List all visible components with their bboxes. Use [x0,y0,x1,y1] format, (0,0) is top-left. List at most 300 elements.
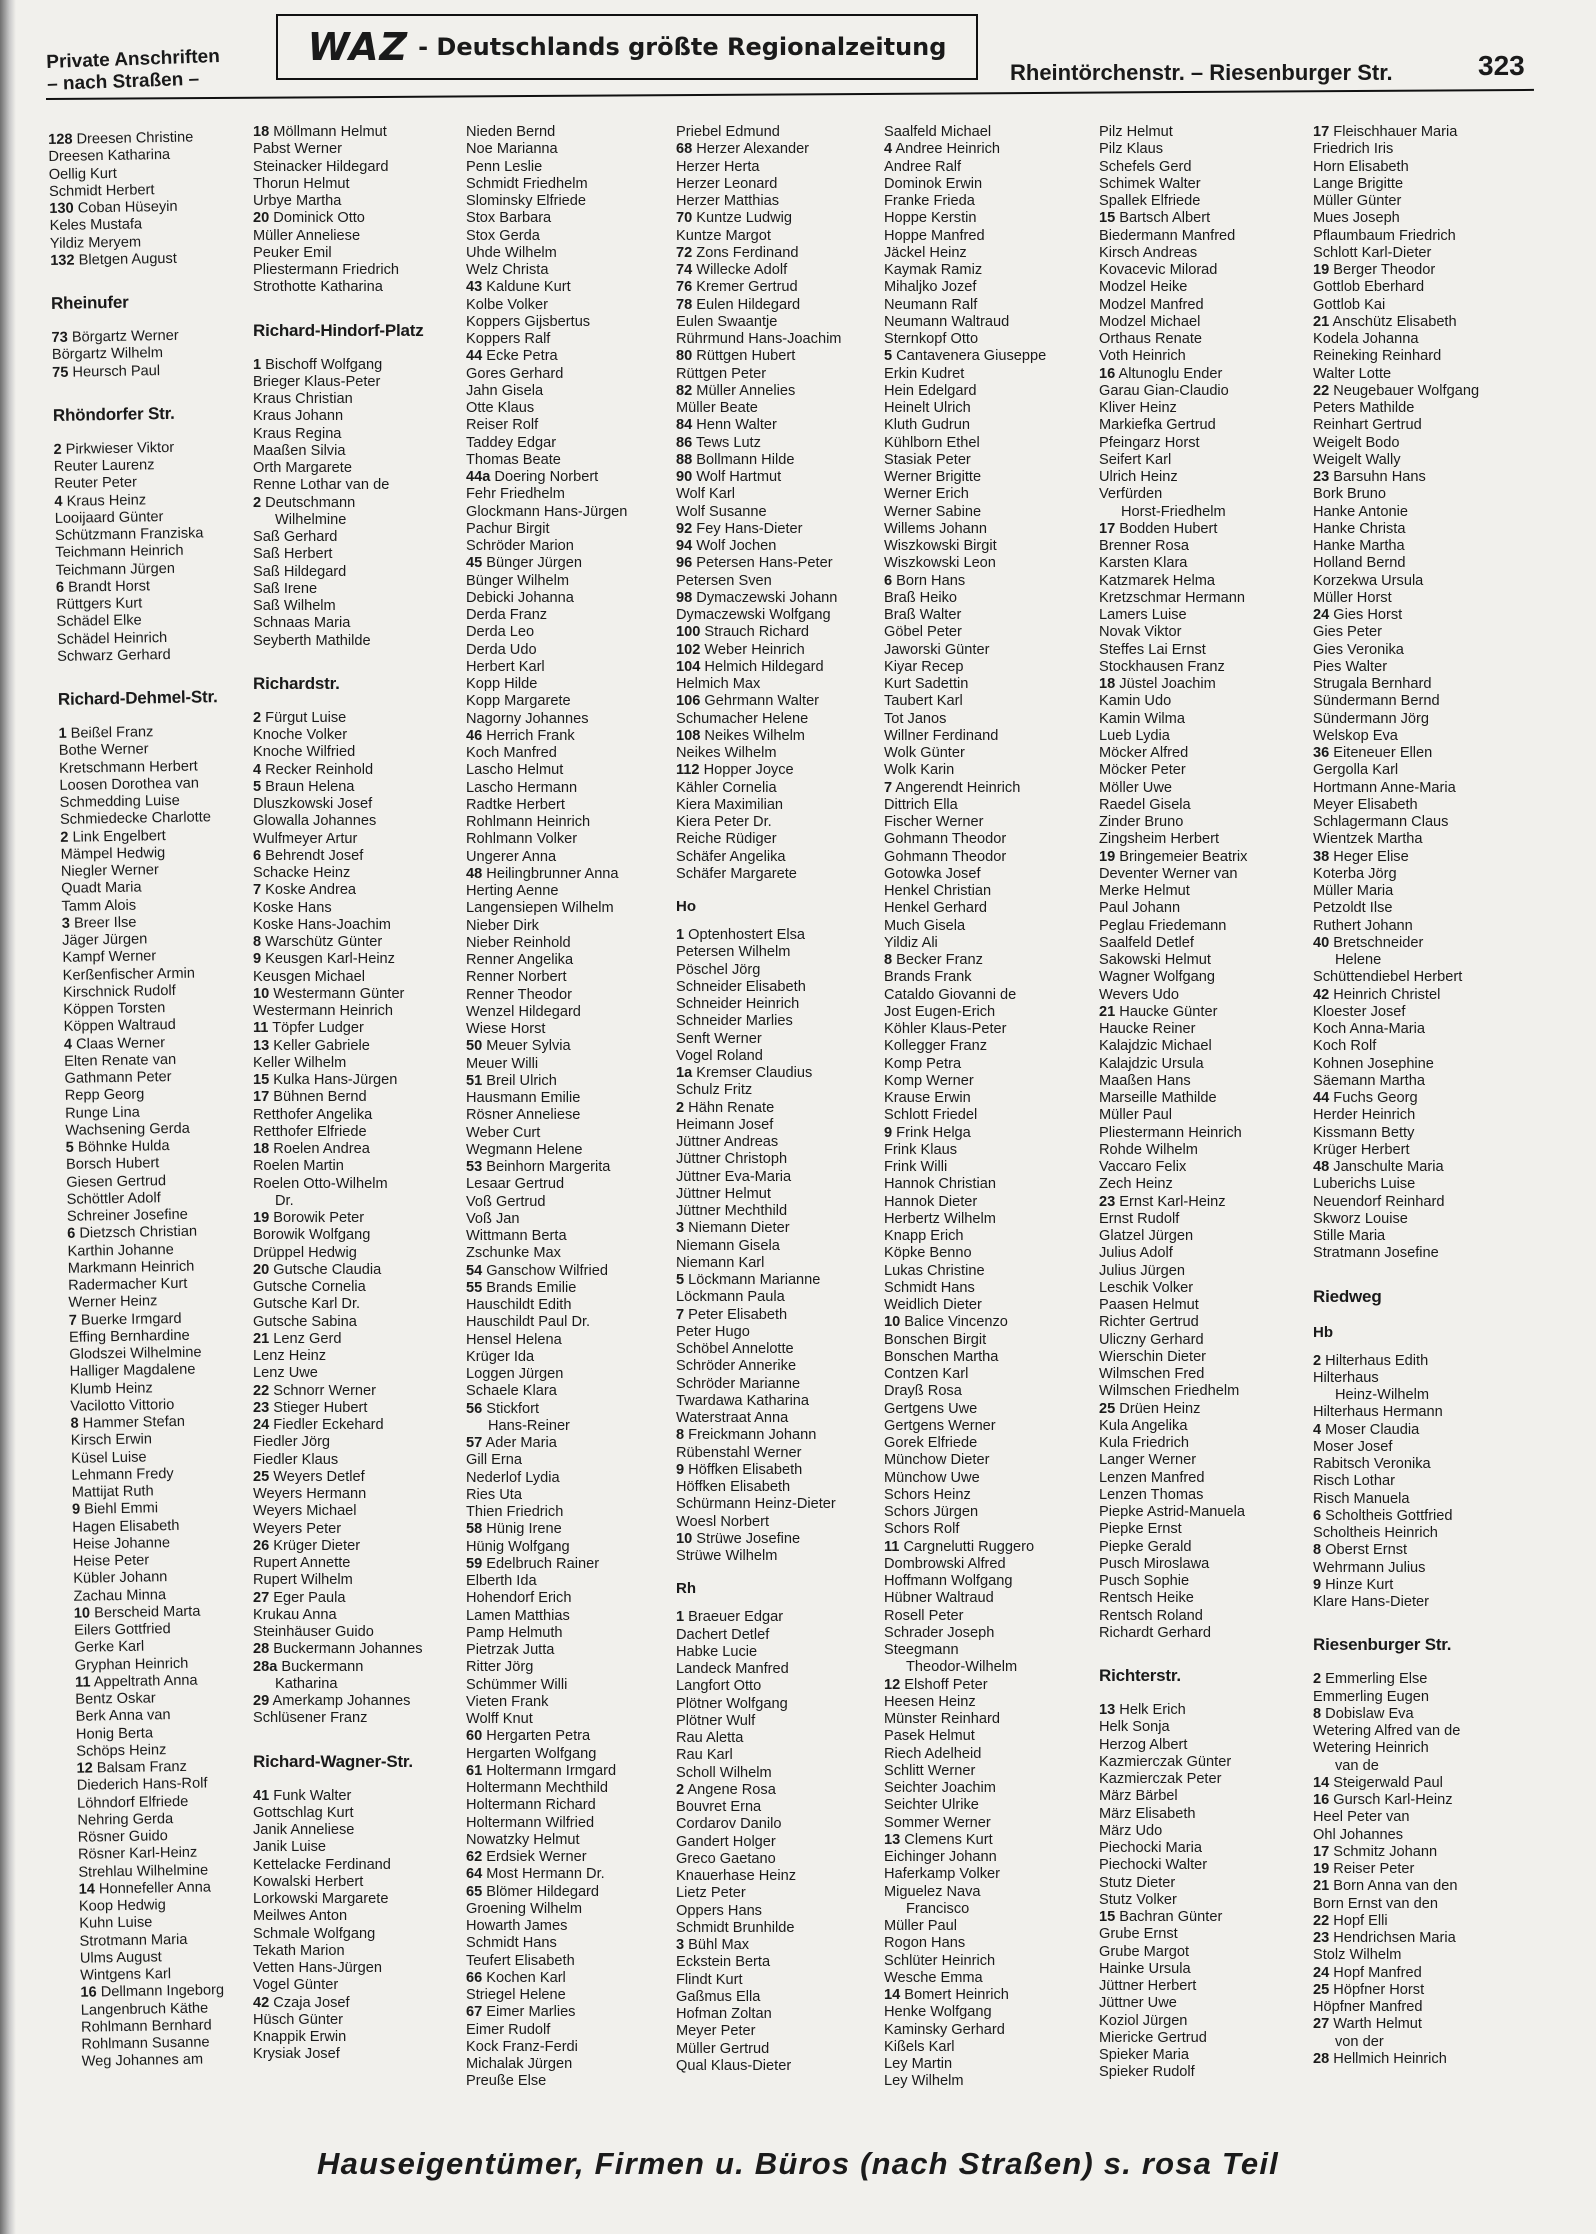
resident-entry: Lenz Heinz [253,1348,327,1364]
resident-entry: Piepke Astrid-Manuela [1099,1504,1246,1520]
resident-entry: 28 Buckermann Johannes [253,1641,423,1658]
resident-entry: Rösner Karl-Heinz [77,1844,198,1863]
resident-entry: Thomas Beate [466,451,561,468]
resident-entry: 67 Eimer Marlies [466,2004,576,2021]
section-title-line-1: Private Anschriften [46,45,221,73]
resident-entry: Lorkowski Margarete [253,1891,389,1907]
resident-entry: Borsch Hubert [65,1155,160,1174]
resident-entry: Seichter Joachim [884,1780,996,1796]
resident-entry: Möller Uwe [1099,779,1172,796]
resident-entry: Steegmann [884,1642,959,1658]
resident-entry: Uliczny Gerhard [1099,1331,1204,1348]
resident-entry: 8 Dobislaw Eva [1313,1705,1414,1722]
resident-entry: 8 Warschütz Günter [253,934,383,950]
resident-entry: Kiyar Recep [884,658,964,675]
resident-entry: Eichinger Johann [884,1849,997,1865]
resident-entry: Wolk Günter [884,745,965,761]
resident-entry: Orth Margarete [253,460,352,476]
resident-entry: Strothotte Katharina [253,279,383,296]
resident-entry: Mihaljko Jozef [884,279,977,296]
resident-entry: Steinhäuser Guido [253,1624,374,1640]
resident-entry: Haferkamp Volker [884,1866,1000,1883]
resident-entry: Tekath Marion [253,1942,345,1959]
resident-entry: Hensel Helena [466,1331,562,1348]
resident-entry: 17 Fleischhauer Maria [1313,124,1458,140]
resident-entry: Pusch Miroslawa [1099,1555,1210,1572]
resident-entry: Gill Erna [466,1452,522,1469]
resident-entry: 41 Funk Walter [253,1787,352,1804]
resident-entry: Debicki Johanna [466,589,574,606]
resident-entry: Kraus Christian [253,391,353,407]
resident-entry: 56 Stickfort [466,1400,539,1417]
resident-entry: Julius Adolf [1099,1245,1173,1262]
resident-entry: 7 Buerke Irmgard [68,1310,182,1329]
street-heading: Richardstr. [253,673,340,693]
resident-entry: Janik Anneliese [253,1822,355,1838]
resident-entry: Herting Aenne [466,883,559,899]
resident-entry: Brenner Rosa [1099,538,1190,554]
resident-entry: Zachau Minna [73,1586,167,1605]
street-heading: Riesenburger Str. [1313,1635,1452,1655]
resident-entry: Rohlmann Bernhard [80,2017,212,2036]
resident-entry: 100 Strauch Richard [676,624,810,641]
resident-entry: Halliger Magdalene [69,1361,196,1381]
resident-entry: Loggen Jürgen [466,1366,564,1382]
resident-entry: Kampf Werner [62,948,157,967]
resident-entry: Schmedding Luise [59,792,180,811]
resident-entry: Vacilotto Vittorio [70,1396,175,1415]
resident-entry: Schmiedecke Charlotte [59,809,212,829]
resident-entry: Bonschen Martha [884,1348,999,1365]
resident-entry: Rübenstahl Werner [676,1444,802,1461]
resident-entry: Fiedler Klaus [253,1451,339,1468]
resident-entry: Nehring Gerda [77,1810,174,1829]
resident-entry: 75 Heursch Paul [52,362,161,381]
resident-entry: Schwarz Gerhard [57,646,171,665]
resident-entry: 6 Dietzsch Christian [67,1223,198,1243]
resident-entry: Cordarov Danilo [676,1816,782,1833]
resident-entry: Wilmschen Friedhelm [1099,1383,1240,1400]
resident-entry: 5 Löckmann Marianne [676,1272,821,1288]
resident-entry: Walter Lotte [1313,365,1392,382]
resident-entry: Seifert Karl [1099,451,1172,468]
resident-entry: Mues Joseph [1313,210,1400,227]
resident-entry: Kerßenfischer Armin [62,965,196,984]
resident-entry: Kollegger Franz [884,1038,988,1055]
resident-entry: Thorun Helmut [253,175,350,192]
resident-entry: 11 Töpfer Ludger [253,1020,364,1037]
resident-entry: Löhndorf Elfriede [77,1793,189,1812]
resident-entry: von der [1335,2033,1384,2050]
resident-entry: 22 Schnorr Werner [253,1382,377,1399]
resident-entry: 14 Steigerwald Paul [1313,1774,1443,1791]
resident-entry: Rosell Peter [884,1607,964,1624]
resident-entry: Gutsche Karl Dr. [253,1296,361,1313]
resident-entry: Rentsch Heike [1099,1590,1194,1607]
resident-entry: Maaßen Silvia [253,442,346,459]
resident-entry: Oellig Kurt [48,165,118,183]
resident-entry: 4 Recker Reinhold [253,761,374,778]
resident-entry: 36 Eiteneuer Ellen [1313,745,1433,761]
resident-entry: Niemann Karl [676,1254,765,1271]
resident-entry: Julius Jürgen [1099,1262,1185,1279]
resident-entry: Sakowski Helmut [1099,952,1211,968]
resident-entry: 20 Gutsche Claudia [253,1261,382,1278]
resident-entry: Vaccaro Felix [1099,1159,1187,1175]
resident-entry: Maaßen Hans [1099,1072,1191,1089]
resident-entry: 13 Clemens Kurt [884,1831,993,1848]
resident-entry: Henkel Gerhard [884,900,988,917]
resident-entry: Saalfeld Detlef [1099,934,1194,951]
resident-entry: Koziol Jürgen [1099,2012,1188,2029]
resident-entry: Piepke Ernst [1099,1521,1182,1538]
resident-entry: 21 Born Anna van den [1313,1878,1458,1895]
resident-entry: Kaymak Ramiz [884,262,983,278]
resident-entry: Spallek Elfriede [1099,193,1201,209]
resident-entry: 66 Kochen Karl [466,1969,566,1986]
resident-entry: 2 Pirkwieser Viktor [53,439,175,458]
resident-entry: März Elisabeth [1099,1805,1196,1822]
resident-entry: Lukas Christine [884,1262,985,1279]
resident-entry: 45 Bünger Jürgen [466,555,583,572]
resident-entry: Elten Renate van [64,1051,177,1070]
resident-entry: Braß Heiko [884,589,957,606]
resident-entry: Koch Rolf [1313,1038,1377,1055]
resident-entry: 1a Kremser Claudius [676,1065,813,1081]
resident-entry: 10 Strüwe Josefine [676,1530,801,1547]
resident-entry: Heel Peter van [1313,1809,1410,1826]
resident-entry: Schlott Karl-Dieter [1313,244,1432,261]
resident-entry: Ruthert Johann [1313,917,1413,934]
resident-entry: Piepke Gerald [1099,1538,1192,1555]
resident-entry: 54 Ganschow Wilfried [466,1262,608,1279]
resident-entry: 8 Oberst Ernst [1313,1542,1408,1559]
resident-entry: Möcker Alfred [1099,745,1189,761]
resident-entry: Kovacevic Milorad [1099,262,1218,278]
resident-entry: Schneider Marlies [676,1013,793,1030]
resident-entry: Gottlob Eberhard [1313,279,1425,296]
resident-entry: Knapp Erich [884,1228,964,1244]
resident-entry: Pamp Helmuth [466,1624,563,1641]
resident-entry: Nowatzky Helmut [466,1831,580,1848]
resident-entry: Neuendorf Reinhard [1313,1193,1445,1210]
resident-entry: 24 Gies Horst [1313,607,1403,623]
resident-entry: Koske Hans-Joachim [253,916,391,933]
resident-entry: Paasen Helmut [1099,1297,1199,1313]
resident-entry: 28a Buckermann [253,1658,364,1675]
resident-entry: Weber Curt [466,1124,541,1141]
resident-entry: Born Ernst van den [1313,1895,1438,1912]
resident-entry: 12 Balsam Franz [76,1758,188,1777]
resident-entry: 27 Warth Helmut [1313,2016,1422,2033]
resident-entry: 73 Börgartz Werner [51,327,179,346]
resident-entry: Wolk Karin [884,762,955,779]
resident-entry: Eilers Gottfried [74,1621,171,1639]
resident-entry: Münchow Dieter [884,1452,990,1469]
resident-entry: Hoffmann Wolfgang [884,1573,1013,1589]
resident-entry: Weidlich Dieter [884,1297,982,1313]
resident-entry: 19 Reiser Peter [1313,1861,1415,1877]
resident-entry: 17 Schmitz Johann [1313,1843,1438,1860]
resident-entry: Glatzel Jürgen [1099,1228,1194,1244]
resident-entry: Schmidt Friedhelm [466,175,588,192]
resident-entry: Rabitsch Veronika [1313,1456,1431,1472]
resident-entry: Hübner Waltraud [884,1590,994,1607]
resident-entry: 23 Barsuhn Hans [1313,469,1426,485]
resident-entry: Rohlmann Heinrich [466,814,591,830]
resident-entry: Scholl Wilhelm [676,1764,772,1781]
resident-entry: Schöps Heinz [76,1741,167,1760]
resident-entry: Langer Werner [1099,1452,1197,1469]
resident-entry: Seyberth Mathilde [253,632,371,649]
resident-entry: Gottschlag Kurt [253,1804,354,1821]
resident-entry: Willner Ferdinand [884,727,999,744]
resident-entry: Spieker Maria [1099,2047,1190,2063]
resident-entry: Rohlmann Volker [466,831,578,848]
resident-entry: Yildiz Ali [884,934,938,951]
resident-entry: 68 Herzer Alexander [676,141,810,158]
resident-entry: Hannok Dieter [884,1193,978,1210]
resident-entry: Weyers Michael [253,1503,357,1520]
resident-entry: 84 Henn Walter [676,417,777,434]
resident-entry: Lueb Lydia [1099,727,1170,744]
resident-entry: Waterstraat Anna [676,1410,789,1426]
resident-entry: Gutsche Cornelia [253,1279,366,1295]
resident-entry: Derda Udo [466,641,537,658]
resident-entry: Nagorny Johannes [466,710,589,727]
resident-entry: Jost Eugen-Erich [884,1003,996,1020]
resident-entry: Wiese Horst [466,1021,546,1037]
resident-entry: Rohlmann Susanne [81,2034,210,2053]
resident-entry: 9 Frink Helga [884,1124,971,1141]
resident-entry: Effing Bernhardine [68,1327,190,1346]
resident-entry: Löckmann Paula [676,1289,785,1306]
resident-entry: 42 Czaja Josef [253,1994,350,2011]
resident-entry: Keles Mustafa [49,216,143,235]
resident-entry: Meilwes Anton [253,1908,348,1925]
resident-entry: Holtermann Wilfried [466,1814,595,1831]
resident-entry: Jüttner Andreas [676,1134,779,1150]
resident-entry: Raedel Gisela [1099,796,1191,813]
resident-entry: Zech Heinz [1099,1176,1173,1193]
resident-entry: Kraus Regina [253,425,342,442]
resident-entry: Sternkopf Otto [884,331,979,347]
resident-entry: Werner Erich [884,486,969,503]
resident-entry: 16 Gursch Karl-Heinz [1313,1792,1453,1808]
resident-entry: Welskop Eva [1313,727,1398,744]
resident-entry: Hünig Wolfgang [466,1538,570,1555]
resident-entry: Müller Anneliese [253,227,361,244]
resident-entry: Heise Johanne [72,1534,171,1553]
resident-entry: 9 Keusgen Karl-Heinz [253,951,395,968]
resident-entry: Sündermann Jörg [1313,710,1430,727]
resident-entry: Hanke Antonie [1313,503,1408,520]
resident-entry: 17 Bodden Hubert [1099,520,1218,537]
resident-entry: Kula Angelika [1099,1417,1188,1434]
resident-entry: Komp Petra [884,1055,962,1072]
resident-entry: Karthin Johanne [67,1241,174,1260]
resident-entry: 1 Beißel Franz [58,724,154,742]
resident-entry: Kirsch Andreas [1099,244,1198,261]
resident-entry: Dymaczewski Wolfgang [676,607,831,623]
resident-entry: Schüttendiebel Herbert [1313,969,1463,986]
resident-entry: Lascho Helmut [466,762,564,779]
resident-entry: Müller Paul [1099,1107,1172,1124]
resident-entry: 76 Kremer Gertrud [676,279,798,296]
resident-entry: Hausmann Emilie [466,1090,581,1106]
resident-entry: Eimer Rudolf [466,2021,551,2038]
resident-entry: Wittmann Berta [466,1228,567,1244]
resident-entry: Gerke Karl [74,1638,145,1657]
resident-entry: Kohnen Josephine [1313,1055,1434,1072]
resident-entry: Kopp Hilde [466,676,538,692]
street-heading: Richard-Dehmel-Str. [57,687,218,709]
resident-entry: Kurt Sadettin [884,676,969,692]
resident-entry: Karsten Klara [1099,555,1188,572]
resident-entry: 12 Elshoff Peter [884,1676,988,1693]
resident-entry: Kalajdzic Ursula [1099,1055,1204,1072]
resident-entry: Weg Johannes am [81,2051,204,2070]
resident-entry: Vetten Hans-Jürgen [253,1960,382,1976]
resident-entry: Risch Manuela [1313,1490,1410,1507]
resident-entry: Heesen Heinz [884,1693,976,1710]
resident-entry: Gotowka Josef [884,865,981,882]
resident-entry: Teichmann Heinrich [55,542,184,562]
resident-entry: Vogel Roland [676,1047,763,1064]
resident-entry: Schöttler Adolf [66,1189,161,1208]
resident-entry: Hergarten Wolfgang [466,1745,597,1762]
resident-entry: 3 Bühl Max [676,1937,750,1953]
resident-entry: Slominsky Elfriede [466,193,587,209]
resident-entry: Deventer Werner van [1099,865,1238,882]
street-heading: Rheinufer [50,292,129,313]
resident-entry: 20 Dominick Otto [253,210,365,227]
resident-entry: Werner Brigitte [884,469,982,485]
resident-entry: Thien Friedrich [466,1504,564,1520]
resident-entry: Holland Bernd [1313,555,1406,572]
resident-entry: Yildiz Meryem [49,233,142,252]
resident-entry: Flindt Kurt [676,1971,743,1988]
page-number: 323 [1478,50,1525,81]
resident-entry: Leschik Volker [1099,1279,1194,1296]
resident-entry: Klare Hans-Dieter [1313,1594,1429,1610]
resident-entry: Krysiak Josef [253,2046,340,2063]
resident-entry: Plötner Wolfgang [676,1695,788,1712]
resident-entry: Dittrich Ella [884,796,958,813]
resident-entry: 8 Freickmann Johann [676,1427,817,1444]
resident-entry: Bork Bruno [1313,486,1387,503]
resident-entry: Retthofer Angelika [253,1106,373,1123]
resident-entry: Glodszei Wilhelmine [69,1344,202,1363]
resident-entry: Risch Lothar [1313,1473,1395,1490]
resident-entry: Schröder Annerike [676,1358,797,1375]
resident-entry: 10 Westermann Günter [253,985,405,1002]
resident-entry: Howarth James [466,1918,568,1934]
resident-entry: Wiszkowski Birgit [884,538,997,554]
resident-entry: Schlitt Werner [884,1762,976,1779]
resident-entry: 44a Doering Norbert [466,469,599,485]
resident-entry: Piechocki Maria [1099,1840,1203,1856]
resident-entry: 9 Hinze Kurt [1313,1576,1394,1593]
resident-entry: Erkin Kudret [884,365,965,382]
resident-entry: Markmann Heinrich [67,1258,195,1277]
resident-entry: Neumann Waltraud [884,313,1010,330]
resident-entry: Wachsening Gerda [65,1120,190,1139]
resident-entry: Saß Gerhard [253,529,338,545]
resident-entry: 7 Koske Andrea [253,882,357,899]
resident-entry: 78 Eulen Hildegard [676,296,801,313]
resident-entry: Schlüter Heinrich [884,1952,996,1969]
resident-entry: Holtermann Richard [466,1797,596,1814]
resident-entry: 16 Dellmann Ingeborg [80,1982,225,2001]
resident-entry: Steffes Lai Ernst [1099,641,1206,658]
resident-entry: Koppers Ralf [466,331,551,347]
resident-entry: Brieger Klaus-Peter [253,373,381,390]
resident-entry: Theodor-Wilhelm [906,1659,1018,1676]
resident-entry: Zingsheim Herbert [1099,831,1220,848]
resident-entry: Keller Wilhelm [253,1054,347,1071]
resident-entry: Wenzel Hildegard [466,1003,581,1020]
resident-entry: Hohendorf Erich [466,1590,572,1607]
resident-entry: 6 Brandt Horst [55,578,151,596]
resident-entry: Hüsch Günter [253,2011,344,2028]
resident-entry: 108 Neikes Wilhelm [676,727,805,744]
resident-entry: Pliestermann Heinrich [1099,1124,1242,1141]
street-heading: Richard-Wagner-Str. [253,1751,413,1771]
resident-entry: Gandert Holger [676,1833,776,1850]
resident-entry: Schors Rolf [884,1521,960,1538]
resident-entry: Keusgen Michael [253,968,365,985]
resident-entry: Bünger Wilhelm [466,572,570,589]
resident-entry: 70 Kuntze Ludwig [676,210,793,227]
resident-entry: Moser Josef [1313,1438,1393,1455]
resident-entry: Uhde Wilhelm [466,244,557,261]
resident-entry: Sommer Werner [884,1814,991,1831]
resident-entry: Rührmund Hans-Joachim [676,331,842,347]
resident-entry: Koch Manfred [466,745,557,761]
resident-entry: Schädel Heinrich [56,629,168,648]
resident-entry: 2 Emmerling Else [1313,1671,1428,1688]
resident-entry: Stolz Wilhelm [1313,1947,1402,1964]
street-range: Rheintörchenstr. – Riesenburger Str. [1010,60,1393,85]
resident-entry: Helk Sonja [1099,1719,1170,1736]
resident-entry: 132 Bletgen August [50,250,177,269]
resident-entry: Reineking Reinhard [1313,348,1442,365]
resident-entry: Schumacher Helene [676,710,809,727]
resident-entry: Kissmann Betty [1313,1124,1415,1141]
masthead-tagline: - Deutschlands größte Regionalzeitung [418,33,947,61]
resident-entry: Koppers Gijsbertus [466,313,591,330]
section-title [46,45,257,96]
resident-entry: Wevers Udo [1099,986,1180,1003]
resident-entry: Priebel Edmund [676,124,780,140]
resident-entry: Saß Irene [253,580,318,597]
resident-entry: Taubert Karl [884,693,963,710]
resident-entry: Striegel Helene [466,1987,566,2003]
resident-entry: Kirsch Erwin [70,1431,153,1450]
street-heading: Riedweg [1313,1286,1382,1306]
resident-entry: Köppen Torsten [63,1000,166,1018]
resident-entry: Schulz Fritz [676,1082,753,1099]
resident-entry: 21 Lenz Gerd [253,1330,342,1347]
resident-entry: 24 Hopf Manfred [1313,1964,1422,1981]
resident-entry: Orthaus Renate [1099,331,1203,347]
resident-entry: Gaßmus Ella [676,1988,761,2005]
resident-entry: 130 Coban Hüseyin [49,198,178,217]
resident-entry: Rohde Wilhelm [1099,1141,1198,1158]
resident-entry: Ulrich Heinz [1099,469,1178,485]
resident-entry: Scholtheis Heinrich [1313,1525,1438,1541]
